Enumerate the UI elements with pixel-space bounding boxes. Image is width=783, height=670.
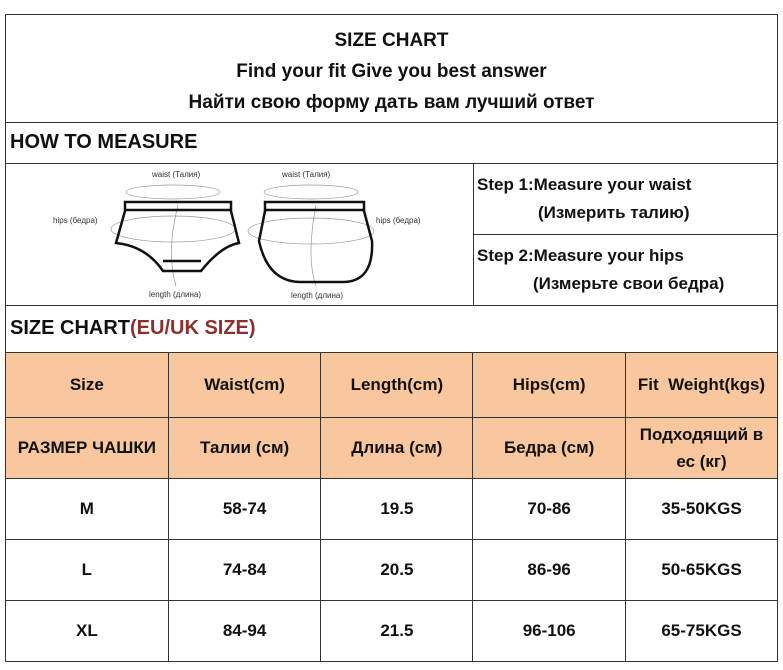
cell: L [6,540,169,601]
step-2-en: Step 2:Measure your hips [477,246,684,265]
col-size-ru: РАЗМЕР ЧАШКИ [6,418,169,479]
title-block [5,14,778,123]
how-to-measure-heading [5,122,778,164]
how-to-measure-label: HOW TO MEASURE [10,131,198,153]
cell: XL [6,601,169,662]
cell: 74-84 [168,540,321,601]
col-waist: Waist(cm) [168,353,321,418]
size-chart-suffix: (EU/UK SIZE) [130,317,256,339]
step-2-ru: (Измерьте свои бедра) [533,274,725,293]
cell: 35-50KGS [626,479,778,540]
cell: 21.5 [321,601,473,662]
cell: M [6,479,169,540]
chart-title: SIZE CHART [334,30,449,51]
cell: 58-74 [168,479,321,540]
step-1 [473,163,778,235]
size-chart-label: SIZE CHART [10,317,130,339]
cell: 70-86 [473,479,626,540]
cell: 86-96 [473,540,626,601]
col-hips-ru: Бедра (см) [473,418,626,479]
subtitle-ru: Найти свою форму дать вам лучший ответ [188,92,595,113]
table-row [6,540,778,601]
header-row-en [6,353,778,418]
measure-illustration [5,163,474,306]
col-weight-ru: Подходящий в ес (кг) [626,418,778,479]
cell: 84-94 [168,601,321,662]
table-row [6,479,778,540]
subtitle-en: Find your fit Give you best answer [236,61,547,82]
step-2 [473,234,778,306]
col-length: Length(cm) [321,353,473,418]
col-hips: Hips(cm) [473,353,626,418]
cell: 65-75KGS [626,601,778,662]
length-label-2: length (длина) [291,291,344,300]
col-weight: Fit Weight(kgs) [626,353,778,418]
step-1-ru: (Измерить талию) [538,203,690,222]
cell: 50-65KGS [626,540,778,601]
waist-label: waist (Талия) [152,170,201,179]
cell: 19.5 [321,479,473,540]
hips-label: hips (бедра) [53,216,98,225]
cell: 20.5 [321,540,473,601]
col-waist-ru: Талии (см) [168,418,321,479]
header-row-ru [6,418,778,479]
underwear-diagram [6,163,473,305]
size-chart-heading [5,305,778,353]
col-size: Size [6,353,169,418]
hips-label-2: hips (бедра) [376,216,421,225]
col-length-ru: Длина (см) [321,418,473,479]
waist-label-2: waist (Талия) [282,170,331,179]
cell: 96-106 [473,601,626,662]
size-table [5,352,778,662]
step-1-en: Step 1:Measure your waist [477,175,692,194]
length-label: length (длина) [149,290,202,299]
table-row [6,601,778,662]
